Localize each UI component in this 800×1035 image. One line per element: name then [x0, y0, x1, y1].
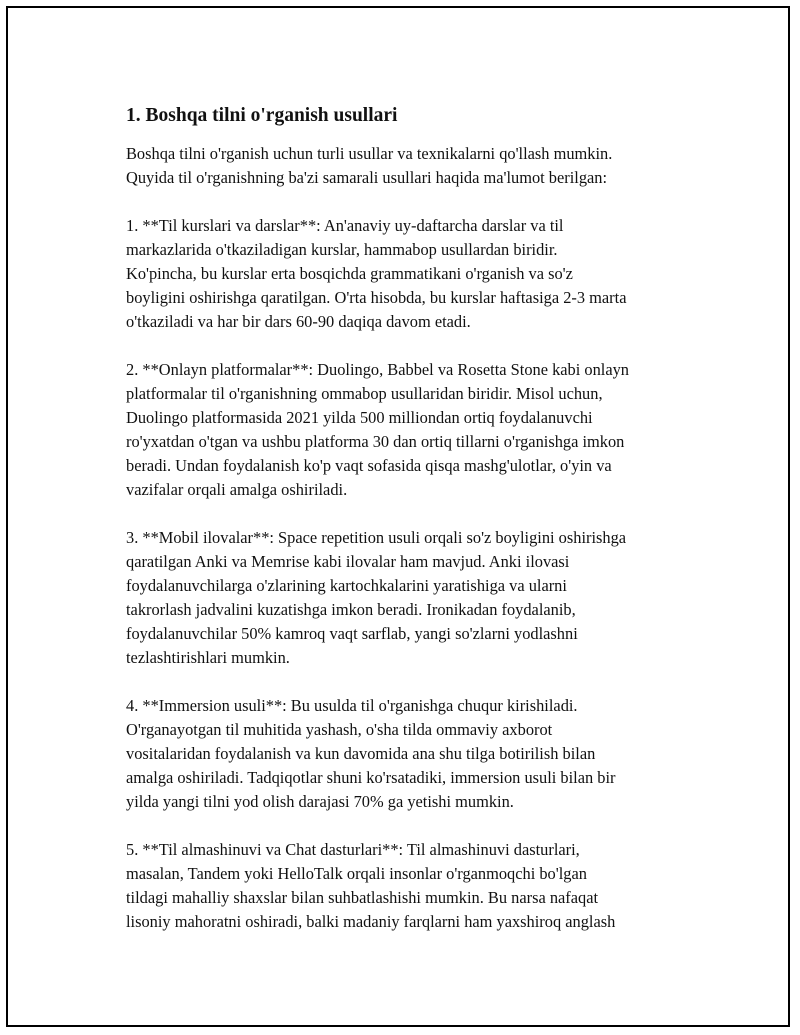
- text-line: 5. **Til almashinuvi va Chat dasturlari**: Til almashinuvi dasturlari,: [126, 840, 580, 859]
- text-line: ro'yxatdan o'tgan va ushbu platforma 30 dan ortiq tillarni o'rganishga imkon: [126, 432, 625, 451]
- text-line: lisoniy mahoratni oshiradi, balki madaniy farqlarni ham yaxshiroq anglash: [126, 912, 616, 931]
- text-line: o'tkaziladi va har bir dars 60-90 daqiqa davom etadi.: [126, 312, 471, 331]
- section-heading: 1. Boshqa tilni o'rganish usullari: [126, 105, 398, 126]
- text-line: foydalanuvchilarga o'zlarining kartochkalarini yaratishiga va ularni: [126, 576, 567, 595]
- page-frame: [6, 6, 790, 1027]
- paragraph-item-3: [126, 526, 696, 670]
- text-line: Quyida til o'rganishning ba'zi samarali usullari haqida ma'lumot berilgan:: [126, 168, 608, 187]
- paragraph-item-5: [126, 838, 696, 934]
- text-line: yilda yangi tilni yod olish darajasi 70% ga yetishi mumkin.: [126, 792, 514, 811]
- paragraph-item-2: [126, 358, 696, 502]
- paragraph-item-4: [126, 694, 696, 814]
- text-line: beradi. Undan foydalanish ko'p vaqt sofasida qisqa mashg'ulotlar, o'yin va: [126, 456, 612, 475]
- text-line: 3. **Mobil ilovalar**: Space repetition usuli orqali so'z boyligini oshirishga: [126, 528, 627, 547]
- text-line: tezlashtirishlari mumkin.: [126, 648, 290, 667]
- text-line: masalan, Tandem yoki HelloTalk orqali insonlar o'rganmoqchi bo'lgan: [126, 864, 587, 883]
- text-line: 4. **Immersion usuli**: Bu usulda til o'rganishga chuqur kirishiladi.: [126, 696, 578, 715]
- text-line: O'rganayotgan til muhitida yashash, o'sha tilda ommaviy axborot: [126, 720, 553, 739]
- text-line: 2. **Onlayn platformalar**: Duolingo, Babbel va Rosetta Stone kabi onlayn: [126, 360, 630, 379]
- text-line: amalga oshiriladi. Tadqiqotlar shuni ko'rsatadiki, immersion usuli bilan bir: [126, 768, 616, 787]
- text-line: vositalaridan foydalanish va kun davomida ana shu tilga botirilish bilan: [126, 744, 596, 763]
- text-line: takrorlash jadvalini kuzatishga imkon beradi. Ironikadan foydalanib,: [126, 600, 576, 619]
- paragraph-intro: [126, 142, 696, 190]
- text-line: qaratilgan Anki va Memrise kabi ilovalar ham mavjud. Anki ilovasi: [126, 552, 570, 571]
- text-line: markazlarida o'tkaziladigan kurslar, hammabop usullardan biridir.: [126, 240, 558, 259]
- text-line: foydalanuvchilar 50% kamroq vaqt sarflab, yangi so'zlarni yodlashni: [126, 624, 578, 643]
- document-body: [126, 104, 696, 958]
- text-line: Boshqa tilni o'rganish uchun turli usullar va texnikalarni qo'llash mumkin.: [126, 144, 613, 163]
- text-line: Ko'pincha, bu kurslar erta bosqichda grammatikani o'rganish va so'z: [126, 264, 573, 283]
- text-line: 1. **Til kurslari va darslar**: An'anaviy uy-daftarcha darslar va til: [126, 216, 564, 235]
- text-line: platformalar til o'rganishning ommabop usullaridan biridir. Misol uchun,: [126, 384, 603, 403]
- text-line: vazifalar orqali amalga oshiriladi.: [126, 480, 348, 499]
- text-line: boyligini oshirishga qaratilgan. O'rta hisobda, bu kurslar haftasiga 2-3 marta: [126, 288, 627, 307]
- text-line: tildagi mahalliy shaxslar bilan suhbatlashishi mumkin. Bu narsa nafaqat: [126, 888, 599, 907]
- paragraph-item-1: [126, 214, 696, 334]
- text-line: Duolingo platformasida 2021 yilda 500 milliondan ortiq foydalanuvchi: [126, 408, 593, 427]
